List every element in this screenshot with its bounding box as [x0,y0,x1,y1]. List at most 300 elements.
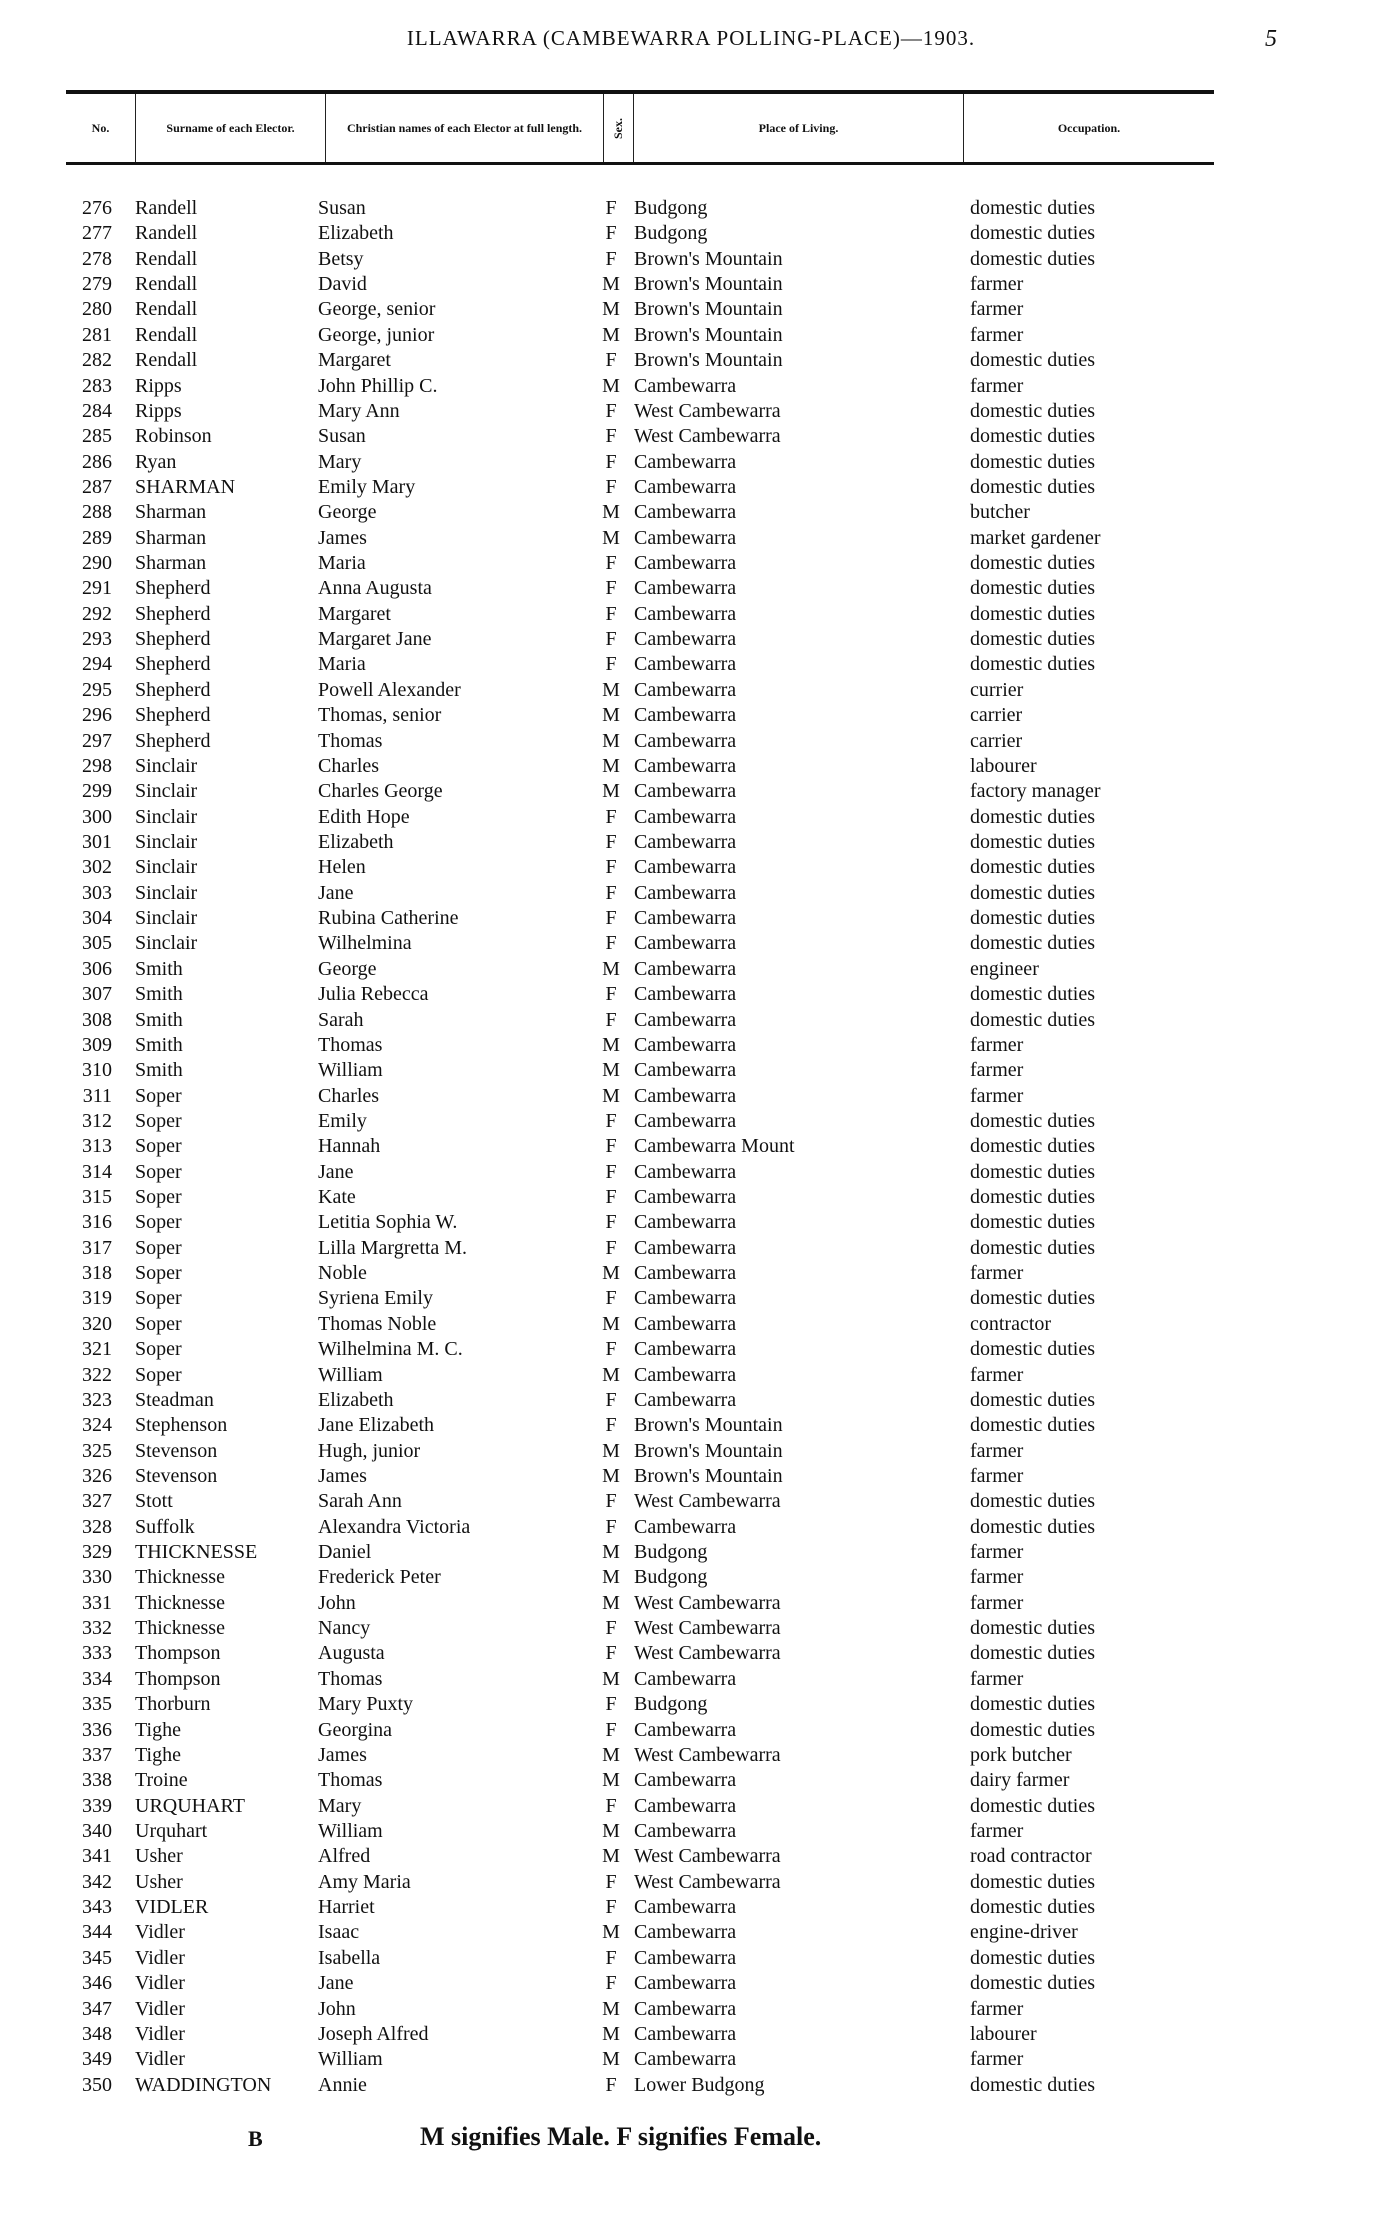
elector-surname: THICKNESSE [135,1541,258,1564]
elector-place: Cambewarra [634,1388,737,1411]
table-row [0,1971,1382,1996]
elector-surname: Tighe [135,1718,181,1741]
elector-christian-names: Susan [318,425,366,448]
table-row [0,703,1382,728]
elector-place: Cambewarra [634,1338,737,1361]
elector-place: Cambewarra [634,1921,737,1944]
elector-occupation: domestic duties [970,247,1095,270]
elector-occupation: farmer [970,1084,1024,1107]
elector-place: West Cambewarra [634,1743,781,1766]
elector-place: Cambewarra [634,983,737,1006]
elector-number: 314 [82,1160,112,1183]
elector-sex: F [605,830,617,853]
elector-occupation: domestic duties [970,1617,1095,1640]
header-occupation: Occupation. [1057,120,1121,135]
elector-sex: F [605,349,617,372]
elector-sex: M [602,1439,620,1462]
elector-sex: F [605,1794,617,1817]
elector-sex: M [602,704,620,727]
elector-sex: M [602,1845,620,1868]
elector-occupation: farmer [970,1820,1024,1842]
elector-christian-names: James [318,1464,367,1487]
elector-number: 315 [82,1186,112,1209]
elector-occupation: farmer [970,2048,1024,2071]
elector-occupation: domestic duties [970,1414,1095,1437]
elector-number: 320 [82,1312,112,1335]
elector-number: 313 [82,1135,112,1158]
elector-occupation: farmer [970,1591,1024,1614]
elector-number: 333 [82,1642,112,1665]
elector-number: 328 [82,1515,112,1538]
elector-number: 279 [82,273,112,296]
elector-place: Cambewarra [634,881,737,904]
elector-christian-names: Edith Hope [318,805,410,828]
elector-surname: Rendall [135,247,198,270]
elector-christian-names: William [318,1820,383,1842]
table-row [0,881,1382,906]
elector-sex: F [605,197,617,219]
elector-number: 308 [82,1008,112,1031]
elector-sex: M [602,1820,620,1842]
elector-christian-names: George [318,957,377,980]
elector-sex: F [605,399,617,422]
elector-number: 319 [82,1287,112,1310]
elector-number: 348 [82,2022,112,2045]
elector-surname: Thorburn [135,1693,211,1716]
elector-sex: M [602,1667,620,1690]
elector-number: 311 [82,1084,112,1107]
table-row [0,1540,1382,1565]
elector-occupation: domestic duties [970,932,1095,955]
elector-surname: Rendall [135,349,198,372]
elector-place: West Cambewarra [634,1617,781,1640]
elector-number: 281 [82,323,112,346]
elector-surname: Rendall [135,323,198,346]
table-row [0,678,1382,703]
elector-place: Brown's Mountain [634,247,783,270]
table-row [0,272,1382,297]
sex-legend: M signifies Male. F signifies Female. [420,2122,822,2151]
elector-number: 296 [82,704,112,727]
elector-christian-names: William [318,1363,383,1386]
elector-sex: M [602,780,620,803]
elector-occupation: domestic duties [970,1388,1095,1411]
elector-christian-names: Lilla Margretta M. [318,1236,468,1259]
elector-surname: Thicknesse [135,1566,225,1589]
elector-place: Cambewarra [634,1946,737,1969]
elector-place: West Cambewarra [634,1490,781,1513]
table-row [0,297,1382,322]
elector-place: Cambewarra [634,1997,737,2020]
elector-christian-names: Annie [318,2073,367,2096]
table-row [0,1565,1382,1590]
elector-number: 346 [82,1972,112,1995]
table-row [0,1895,1382,1920]
elector-sex: M [602,1997,620,2020]
table-row [0,779,1382,804]
elector-number: 280 [82,298,112,321]
elector-christian-names: Anna Augusta [318,577,432,600]
elector-place: Cambewarra [634,1008,737,1031]
elector-number: 323 [82,1388,112,1411]
elector-number: 305 [82,932,112,955]
elector-number: 344 [82,1921,112,1944]
elector-place: Cambewarra [634,450,737,473]
elector-christian-names: Harriet [318,1896,375,1919]
elector-surname: Sharman [135,552,207,575]
elector-christian-names: Charles George [318,780,443,803]
table-row [0,1185,1382,1210]
elector-surname: WADDINGTON [135,2073,272,2096]
elector-christian-names: Hugh, junior [318,1439,421,1462]
elector-number: 347 [82,1997,112,2020]
elector-christian-names: James [318,1743,367,1766]
elector-place: West Cambewarra [634,1845,781,1868]
elector-number: 318 [82,1262,112,1285]
elector-number: 345 [82,1946,112,1969]
table-row [0,221,1382,246]
elector-occupation: domestic duties [970,577,1095,600]
table-row [0,1489,1382,1514]
elector-surname: Vidler [135,1946,185,1969]
elector-number: 295 [82,678,112,701]
elector-sex: F [605,2073,617,2096]
elector-number: 284 [82,399,112,422]
table-row [0,1515,1382,1540]
elector-christian-names: Elizabeth [318,830,394,853]
elector-place: Cambewarra [634,1515,737,1538]
elector-number: 300 [82,805,112,828]
elector-surname: Usher [135,1870,183,1893]
elector-surname: Vidler [135,1921,185,1944]
elector-place: Budgong [634,197,708,219]
elector-sex: F [605,932,617,955]
elector-christian-names: Elizabeth [318,1388,394,1411]
table-row [0,2047,1382,2072]
elector-place: Brown's Mountain [634,1439,783,1462]
table-row [0,1768,1382,1793]
elector-place: Cambewarra [634,475,737,498]
table-row [0,1210,1382,1235]
elector-number: 342 [82,1870,112,1893]
elector-occupation: engineer [970,957,1039,980]
elector-place: Budgong [634,1541,708,1564]
elector-number: 283 [82,374,112,397]
elector-place: Cambewarra [634,374,737,397]
elector-place: West Cambewarra [634,425,781,448]
elector-number: 316 [82,1211,112,1234]
elector-christian-names: Hannah [318,1135,381,1158]
elector-christian-names: Thomas [318,1033,383,1056]
elector-surname: Stevenson [135,1439,218,1462]
table-header [66,90,1214,165]
elector-surname: Ripps [135,374,182,397]
elector-surname: Smith [135,957,183,980]
elector-occupation: butcher [970,501,1030,524]
elector-christian-names: Rubina Catherine [318,907,459,930]
table-row [0,2073,1382,2098]
elector-occupation: domestic duties [970,1287,1095,1310]
elector-occupation: domestic duties [970,1515,1095,1538]
elector-christian-names: Maria [318,653,366,676]
elector-christian-names: Joseph Alfred [318,2022,429,2045]
table-row [0,602,1382,627]
elector-number: 307 [82,983,112,1006]
table-row [0,1718,1382,1743]
elector-christian-names: Powell Alexander [318,678,461,701]
elector-occupation: pork butcher [970,1743,1072,1766]
elector-christian-names: Alfred [318,1845,371,1868]
elector-christian-names: Elizabeth [318,222,394,245]
elector-sex: F [605,1338,617,1361]
table-row [0,1388,1382,1413]
elector-occupation: domestic duties [970,983,1095,1006]
elector-surname: Rendall [135,298,198,321]
elector-place: Cambewarra Mount [634,1135,795,1158]
elector-number: 329 [82,1541,112,1564]
elector-place: Cambewarra [634,577,737,600]
elector-christian-names: Nancy [318,1617,371,1640]
elector-place: Lower Budgong [634,2073,765,2096]
elector-sex: M [602,1033,620,1056]
elector-christian-names: Susan [318,197,366,219]
elector-number: 309 [82,1033,112,1056]
elector-surname: SHARMAN [135,475,236,498]
elector-number: 317 [82,1236,112,1259]
elector-number: 277 [82,222,112,245]
elector-surname: Sinclair [135,856,198,879]
signature-mark: B [248,2126,263,2151]
elector-number: 326 [82,1464,112,1487]
elector-place: Cambewarra [634,1186,737,1209]
elector-occupation: domestic duties [970,628,1095,651]
elector-surname: Sharman [135,501,207,524]
elector-surname: Vidler [135,2022,185,2045]
elector-number: 321 [82,1338,112,1361]
elector-surname: Shepherd [135,704,211,727]
elector-number: 336 [82,1718,112,1741]
table-row [0,1870,1382,1895]
elector-sex: F [605,1693,617,1716]
elector-surname: Shepherd [135,653,211,676]
elector-sex: M [602,1566,620,1589]
elector-occupation: domestic duties [970,1186,1095,1209]
elector-occupation: domestic duties [970,856,1095,879]
elector-christian-names: Sarah [318,1008,364,1031]
elector-christian-names: Charles [318,1084,380,1107]
elector-sex: M [602,273,620,296]
elector-number: 298 [82,754,112,777]
elector-sex: F [605,1972,617,1995]
elector-sex: M [602,501,620,524]
elector-number: 293 [82,628,112,651]
elector-place: West Cambewarra [634,1870,781,1893]
table-row [0,627,1382,652]
elector-place: Cambewarra [634,1236,737,1259]
elector-surname: Troine [135,1769,188,1792]
elector-number: 335 [82,1693,112,1716]
table-row [0,348,1382,373]
elector-list [0,196,1382,2098]
elector-place: Cambewarra [634,678,737,701]
elector-number: 276 [82,197,112,219]
elector-number: 332 [82,1617,112,1640]
table-row [0,1413,1382,1438]
elector-sex: F [605,1109,617,1132]
elector-number: 339 [82,1794,112,1817]
elector-christian-names: Kate [318,1186,356,1209]
elector-occupation: domestic duties [970,805,1095,828]
table-row [0,1008,1382,1033]
elector-christian-names: Mary Ann [318,399,400,422]
elector-surname: Soper [135,1109,182,1132]
elector-place: Cambewarra [634,1033,737,1056]
elector-surname: Vidler [135,2048,185,2071]
table-row [0,1439,1382,1464]
elector-place: Cambewarra [634,2048,737,2071]
elector-sex: M [602,754,620,777]
elector-surname: Sharman [135,526,207,549]
elector-surname: Stevenson [135,1464,218,1487]
elector-occupation: domestic duties [970,475,1095,498]
elector-occupation: farmer [970,1464,1024,1487]
elector-number: 288 [82,501,112,524]
elector-occupation: domestic duties [970,2073,1095,2096]
table-row [0,1920,1382,1945]
table-row [0,196,1382,221]
elector-number: 350 [82,2073,112,2096]
elector-place: Cambewarra [634,1794,737,1817]
elector-place: Cambewarra [634,1059,737,1082]
table-row [0,1997,1382,2022]
elector-place: Cambewarra [634,1667,737,1690]
elector-sex: M [602,1769,620,1792]
elector-sex: M [602,957,620,980]
elector-number: 349 [82,2048,112,2071]
elector-sex: M [602,1084,620,1107]
elector-occupation: farmer [970,1541,1024,1564]
elector-surname: Stephenson [135,1414,228,1437]
elector-sex: F [605,1287,617,1310]
elector-sex: F [605,881,617,904]
elector-number: 290 [82,552,112,575]
elector-christian-names: Mary [318,450,362,473]
elector-christian-names: Helen [318,856,366,879]
elector-occupation: domestic duties [970,1870,1095,1893]
elector-surname: Smith [135,983,183,1006]
elector-occupation: domestic duties [970,1135,1095,1158]
elector-number: 291 [82,577,112,600]
elector-christian-names: John [318,1591,356,1614]
elector-christian-names: Margaret [318,602,391,625]
elector-christian-names: Thomas [318,729,383,752]
elector-sex: F [605,1135,617,1158]
elector-number: 285 [82,425,112,448]
elector-surname: Soper [135,1312,182,1335]
elector-occupation: domestic duties [970,653,1095,676]
elector-christian-names: Betsy [318,247,364,270]
elector-occupation: farmer [970,298,1024,321]
elector-sex: M [602,678,620,701]
page-number: 5 [1265,26,1277,52]
elector-christian-names: Margaret [318,349,391,372]
table-row [0,1616,1382,1641]
elector-christian-names: Wilhelmina [318,932,412,955]
elector-occupation: domestic duties [970,1211,1095,1234]
table-row [0,1084,1382,1109]
table-row [0,1641,1382,1666]
elector-surname: Sinclair [135,830,198,853]
elector-sex: M [602,1262,620,1285]
table-row [0,1363,1382,1388]
elector-occupation: carrier [970,729,1023,752]
elector-number: 286 [82,450,112,473]
elector-place: Cambewarra [634,932,737,955]
footer [0,2122,1382,2162]
elector-place: Cambewarra [634,501,737,524]
table-row [0,526,1382,551]
table-row [0,729,1382,754]
table-row [0,1134,1382,1159]
elector-occupation: farmer [970,1033,1024,1056]
elector-christian-names: Alexandra Victoria [318,1515,471,1538]
elector-occupation: domestic duties [970,450,1095,473]
elector-occupation: domestic duties [970,1794,1095,1817]
elector-surname: Shepherd [135,678,211,701]
elector-sex: F [605,247,617,270]
elector-christian-names: Frederick Peter [318,1566,441,1589]
elector-place: Cambewarra [634,2022,737,2045]
header-place: Place of Living. [634,94,964,162]
elector-number: 343 [82,1896,112,1919]
elector-occupation: domestic duties [970,1642,1095,1665]
table-row [0,1946,1382,1971]
elector-surname: Randell [135,222,198,245]
elector-occupation: domestic duties [970,602,1095,625]
elector-occupation: currier [970,678,1024,701]
elector-occupation: carrier [970,704,1023,727]
elector-surname: Soper [135,1135,182,1158]
elector-place: Brown's Mountain [634,273,783,296]
elector-christian-names: Emily Mary [318,475,416,498]
elector-christian-names: Jane [318,881,354,904]
elector-occupation: domestic duties [970,881,1095,904]
elector-christian-names: Mary Puxty [318,1693,413,1716]
table-row [0,1667,1382,1692]
table-row [0,1312,1382,1337]
table-row [0,652,1382,677]
elector-christian-names: Isabella [318,1946,381,1969]
elector-place: Brown's Mountain [634,323,783,346]
elector-number: 282 [82,349,112,372]
elector-sex: F [605,805,617,828]
elector-sex: F [605,983,617,1006]
elector-occupation: domestic duties [970,425,1095,448]
elector-christian-names: Jane Elizabeth [318,1414,435,1437]
elector-surname: Soper [135,1211,182,1234]
elector-sex: M [602,2048,620,2071]
elector-surname: Sinclair [135,881,198,904]
elector-occupation: labourer [970,2022,1037,2045]
elector-occupation: farmer [970,1262,1024,1285]
elector-place: Budgong [634,1693,708,1716]
elector-place: Cambewarra [634,1084,737,1107]
table-row [0,475,1382,500]
elector-surname: Usher [135,1845,183,1868]
elector-sex: F [605,1642,617,1665]
elector-surname: Soper [135,1186,182,1209]
elector-sex: F [605,602,617,625]
